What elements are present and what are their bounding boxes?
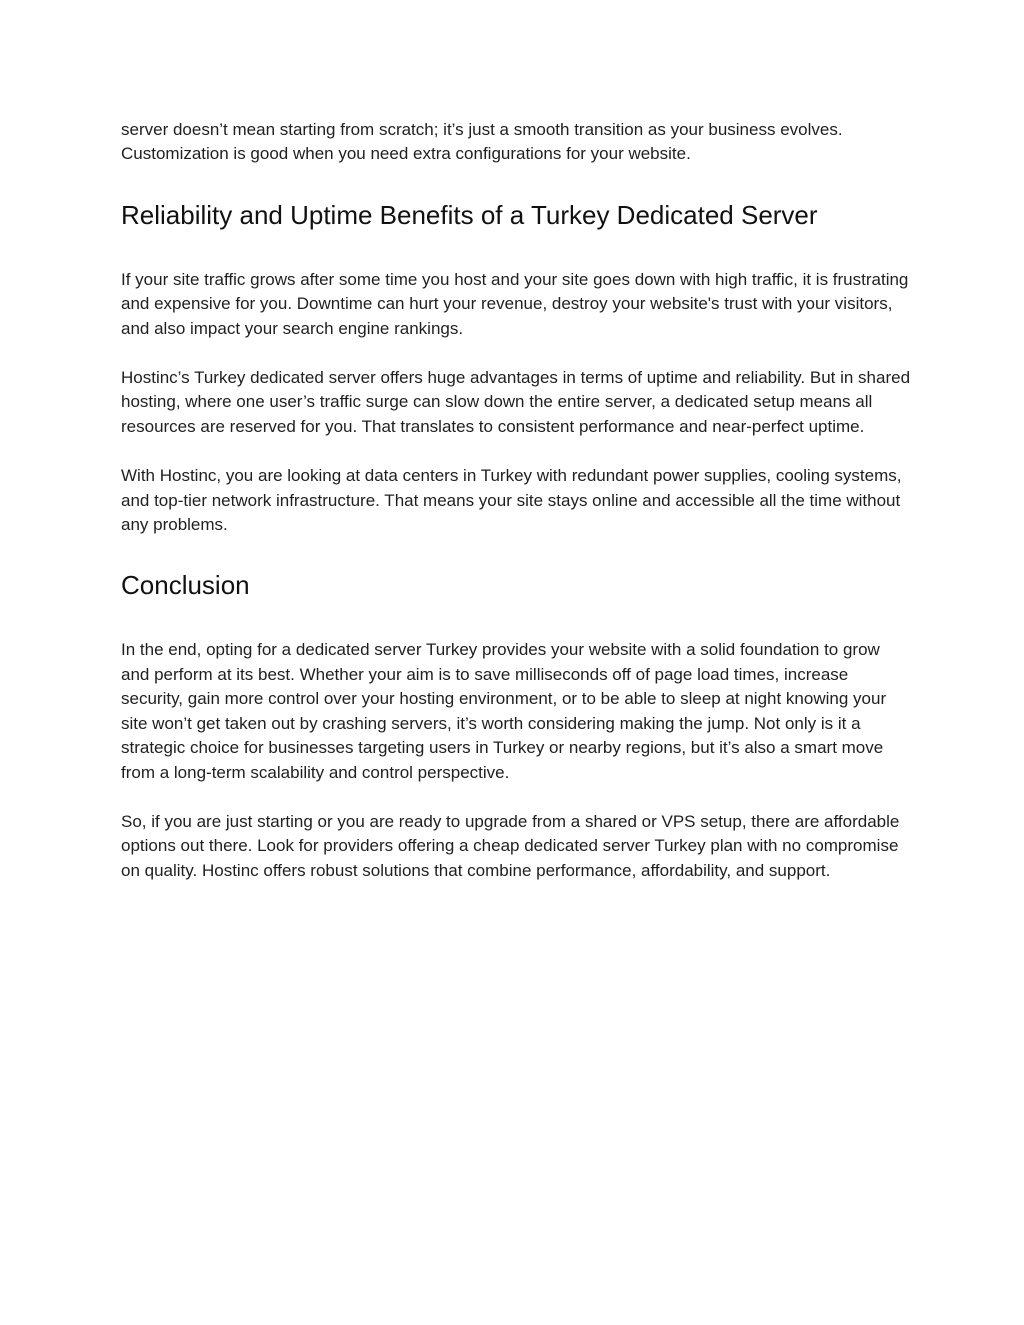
conclusion-paragraph-1: In the end, opting for a dedicated server Turkey provides your website with a solid foundation to grow and perform at its best. Whether your aim is to save milliseconds off of page load times, increase security, gain more control over your hosting environment, or to be able to sleep at night knowing your site won’t get taken out by crashing servers, it’s worth considering making the jump. Not only is it a strategic choice for businesses targeting users in Turkey or nearby regions, but it’s also a smart move from a long-term scalability and control perspective. [121, 640, 887, 782]
section-heading-conclusion: Conclusion [121, 570, 250, 601]
reliability-paragraph-1: If your site traffic grows after some time you host and your site goes down with high traffic, it is frustrating and expensive for you. Downtime can hurt your revenue, destroy your website's trust with your visitors, and also impact your search engine rankings. [121, 269, 909, 338]
reliability-paragraph-3: With Hostinc, you are looking at data centers in Turkey with redundant power supplies, cooling systems, and top-tier network infrastructure. That means your site stays online and accessible all the time without any problems. [121, 466, 902, 535]
intro-paragraph: server doesn’t mean starting from scratch; it’s just a smooth transition as your business evolves. Customization is good when you need extra configurations for your website. [121, 120, 843, 164]
document-page [121, 118, 911, 883]
section-heading-reliability: Reliability and Uptime Benefits of a Turkey Dedicated Server [121, 199, 818, 230]
reliability-paragraph-2: Hostinc’s Turkey dedicated server offers huge advantages in terms of uptime and reliability. But in shared hosting, where one user’s traffic surge can slow down the entire server, a dedicated setup means all resources are reserved for you. That translates to consistent performance and near-perfect uptime. [121, 368, 911, 436]
conclusion-paragraph-2: So, if you are just starting or you are ready to upgrade from a shared or VPS setup, there are affordable options out there. Look for providers offering a cheap dedicated server Turkey plan with no compromise on quality. Hostinc offers robust solutions that combine performance, affordability, and support. [121, 811, 900, 880]
